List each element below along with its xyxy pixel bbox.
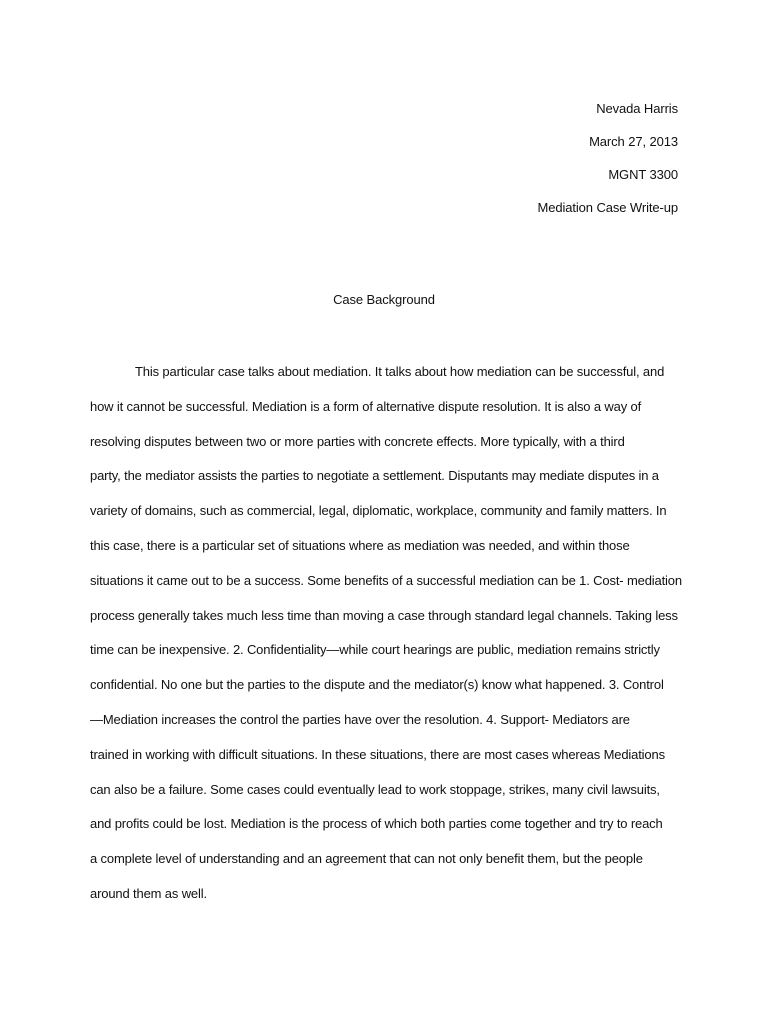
author-name: Nevada Harris: [596, 101, 678, 116]
paragraph-line: time can be inexpensive. 2. Confidentiality—while court hearings are public, mediation remains strictly: [90, 642, 660, 658]
body-paragraph: [90, 355, 680, 912]
section-heading: Case Background: [333, 292, 435, 307]
paragraph-line: process generally takes much less time than moving a case through standard legal channels. Taking less: [90, 607, 678, 623]
paragraph-line: situations it came out to be a success. Some benefits of a successful mediation can be 1. Cost- mediation: [90, 572, 682, 588]
document-date: March 27, 2013: [589, 134, 678, 149]
paragraph-line: resolving disputes between two or more parties with concrete effects. More typically, with a third: [90, 433, 625, 449]
paragraph-line: and profits could be lost. Mediation is the process of which both parties come together and try to reach: [90, 816, 663, 832]
paragraph-line: how it cannot be successful. Mediation is a form of alternative dispute resolution. It is also a way of: [90, 398, 642, 414]
paragraph-line: variety of domains, such as commercial, legal, diplomatic, workplace, community and family matters. In: [90, 503, 667, 519]
paragraph-line: around them as well.: [90, 885, 207, 901]
paragraph-line: a complete level of understanding and an agreement that can not only benefit them, but the people: [90, 851, 643, 867]
paragraph-line: trained in working with difficult situations. In these situations, there are most cases whereas Mediations: [90, 746, 665, 762]
paragraph-line: confidential. No one but the parties to the dispute and the mediator(s) know what happened. 3. Control: [90, 677, 664, 693]
paragraph-line: can also be a failure. Some cases could eventually lead to work stoppage, strikes, many civil lawsuits,: [90, 781, 660, 797]
paragraph-line: —Mediation increases the control the parties have over the resolution. 4. Support- Mediators are: [90, 711, 630, 727]
paragraph-line: This particular case talks about mediation. It talks about how mediation can be successful, and: [135, 364, 665, 379]
paragraph-line: party, the mediator assists the parties to negotiate a settlement. Disputants may mediate disputes in a: [90, 468, 659, 484]
document-header: [537, 92, 678, 224]
course-code: MGNT 3300: [608, 167, 678, 182]
paragraph-line: this case, there is a particular set of situations where as mediation was needed, and within those: [90, 537, 630, 553]
assignment-title: Mediation Case Write-up: [537, 200, 678, 215]
